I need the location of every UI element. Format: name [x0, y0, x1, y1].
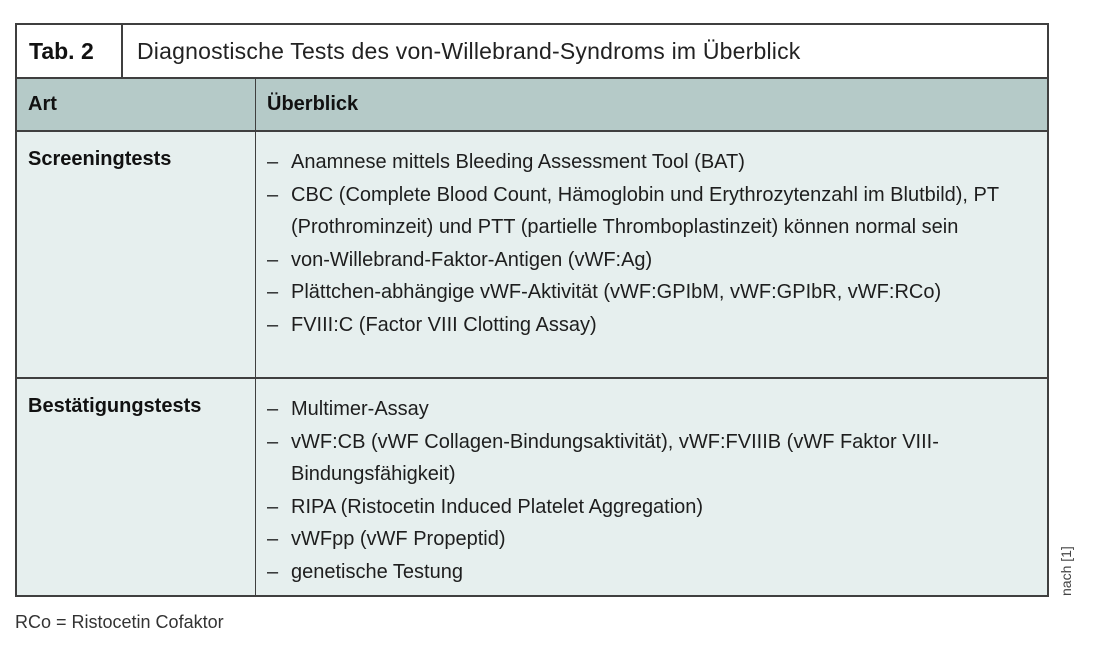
table-header-row [17, 79, 1047, 132]
table-row-confirmation [17, 379, 1047, 595]
list-item [267, 276, 1047, 309]
list-item-text: genetische Testung [291, 560, 463, 583]
dash-bullet: – [267, 313, 279, 336]
list-item-text: vWF:CB (vWF Collagen-Bindungsaktivität), vWF:FVIIIB (vWF Faktor VIII-Bindungsfähigkeit) [291, 430, 939, 486]
header-art: Art [17, 79, 256, 130]
list-item-text: vWFpp (vWF Propeptid) [291, 528, 506, 551]
list-item [267, 523, 1047, 556]
dash-bullet: – [267, 430, 279, 453]
dash-bullet: – [267, 560, 279, 583]
table-title: Diagnostische Tests des von-Willebrand-Syndroms im Überblick [137, 37, 801, 64]
diagnostic-tests-table [15, 23, 1049, 597]
list-item-text: Multimer-Assay [291, 398, 429, 420]
dash-bullet: – [267, 495, 279, 518]
list-item [267, 244, 1047, 277]
table-title-row [17, 25, 1047, 79]
row-category: Screeningtests [17, 132, 256, 377]
list-item [267, 146, 1047, 179]
dash-bullet: – [267, 183, 279, 206]
screening-test-list [267, 146, 1047, 342]
header-overview: Überblick [267, 93, 359, 115]
row-overview [256, 379, 1047, 595]
dash-bullet: – [267, 248, 279, 271]
dash-bullet: – [267, 151, 279, 173]
source-reference: nach [1] [1058, 546, 1074, 596]
list-item-text: CBC (Complete Blood Count, Hämoglobin und Erythrozytenzahl im Blutbild), PT (Prothrominzeit) und PTT (partielle Thromboplastinzeit) können normal sein [291, 183, 999, 239]
row-overview [256, 132, 1047, 377]
list-item-text: von-Willebrand-Faktor-Antigen (vWF:Ag) [291, 248, 653, 271]
list-item [267, 491, 1047, 524]
list-item [267, 426, 1047, 491]
abbreviation-footnote: RCo = Ristocetin Cofaktor [15, 612, 224, 632]
dash-bullet: – [267, 281, 279, 304]
list-item-text: RIPA (Ristocetin Induced Platelet Aggregation) [291, 495, 704, 518]
table-row-screening [17, 132, 1047, 379]
list-item-text: Anamnese mittels Bleeding Assessment Tool (BAT) [291, 151, 745, 173]
list-item-text: Plättchen-abhängige vWF-Aktivität (vWF:GPIbM, vWF:GPIbR, vWF:RCo) [291, 281, 942, 304]
list-item [267, 179, 1047, 244]
row-category: Bestätigungstests [17, 379, 256, 595]
dash-bullet: – [267, 398, 279, 420]
list-item [267, 309, 1047, 342]
dash-bullet: – [267, 528, 279, 551]
list-item-text: FVIII:C (Factor VIII Clotting Assay) [291, 313, 597, 336]
list-item [267, 556, 1047, 589]
table-number-label: Tab. 2 [17, 25, 123, 77]
list-item [267, 393, 1047, 426]
confirmation-test-list [267, 393, 1047, 589]
